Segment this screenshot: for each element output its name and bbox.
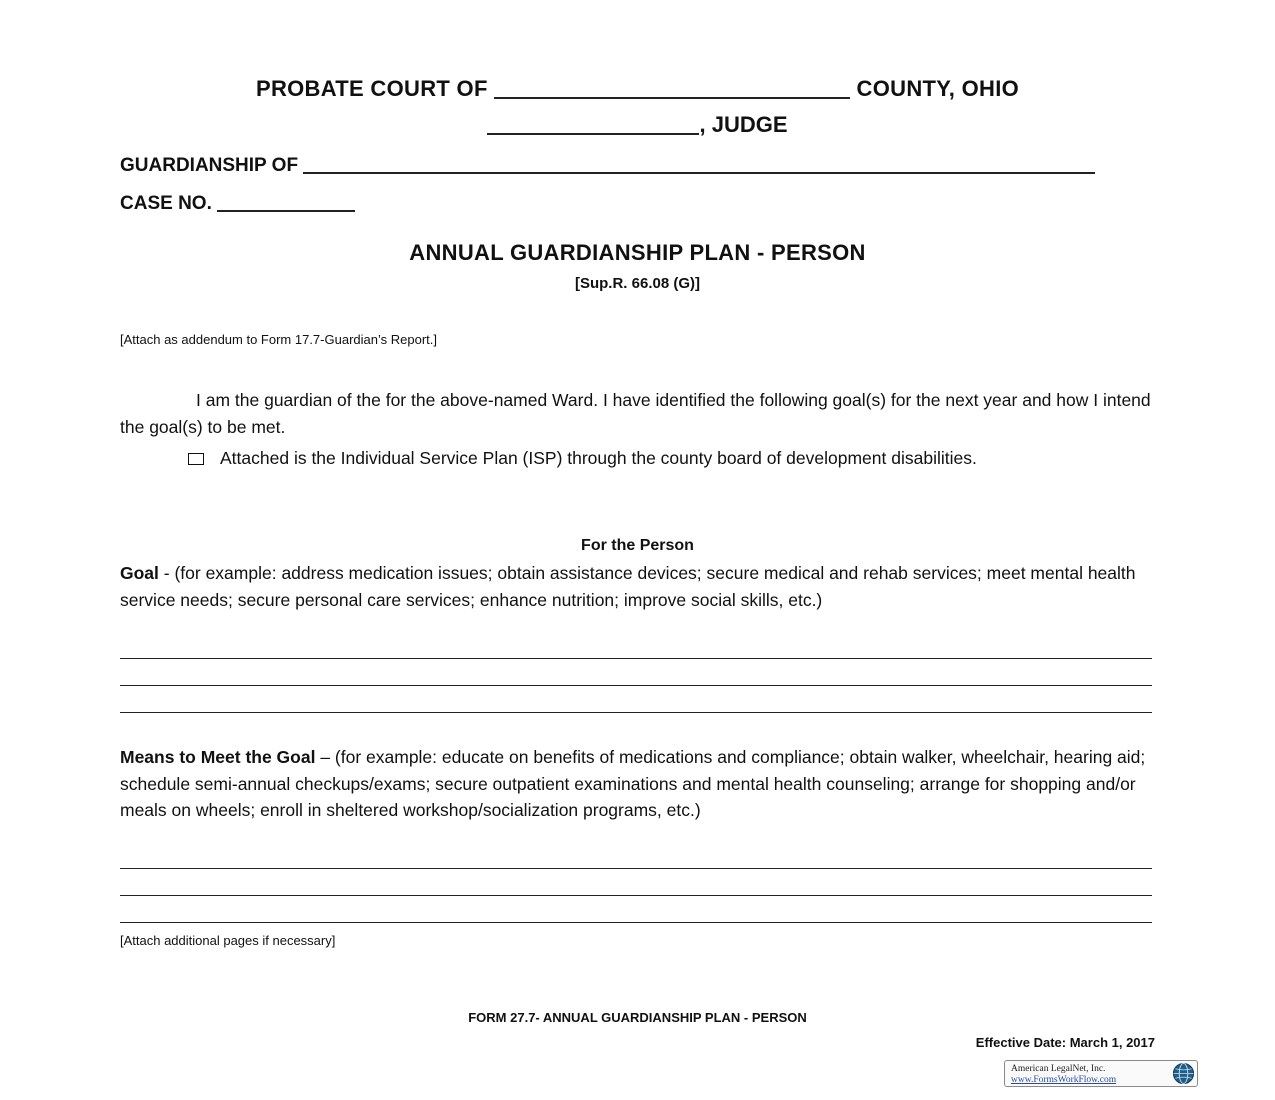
logo-company-name: American LegalNet, Inc. [1011,1064,1106,1074]
attach-addendum-note: [Attach as addendum to Form 17.7-Guardian’s Report.] [120,332,437,347]
form-rule-citation: [Sup.R. 66.08 (G)] [574,275,701,292]
globe-icon [1172,1062,1195,1085]
court-suffix: COUNTY, OHIO [856,76,1020,101]
case-number-row [120,192,355,215]
case-number-field[interactable] [217,192,355,212]
judge-name-field[interactable] [487,115,699,135]
judge-heading [0,112,1275,138]
effective-date: Effective Date: March 1, 2017 [975,1035,1155,1050]
means-line-3[interactable] [120,922,1152,923]
goal-description [120,560,1155,613]
goal-line-2[interactable] [120,685,1152,686]
goal-text: - (for example: address medication issues; obtain assistance devices; secure medical and rehab services; meet mental health service needs; secure personal care services; enhance nutrition; improve social skills, etc.) [120,563,1136,610]
intro-paragraph: I am the guardian of the for the above-named Ward. I have identified the following goal(s) for the next year and how I intend the goal(s) to be met. [120,390,1151,437]
footer-form-name: FORM 27.7- ANNUAL GUARDIANSHIP PLAN - PERSON [468,1010,807,1025]
isp-checkbox[interactable] [188,453,204,465]
case-number-label: CASE NO. [120,193,212,214]
goal-line-3[interactable] [120,712,1152,713]
means-line-1[interactable] [120,868,1152,869]
judge-suffix: , JUDGE [699,112,788,137]
means-label: Means to Meet the Goal [120,747,316,767]
logo-url[interactable]: www.FormsWorkFlow.com [1011,1075,1117,1085]
guardianship-row [120,154,1095,177]
guardianship-label: GUARDIANSHIP OF [120,155,299,176]
isp-checkbox-label: Attached is the Individual Service Plan (ISP) through the county board of development disabilities. [220,448,977,468]
additional-pages-note: [Attach additional pages if necessary] [120,933,336,948]
isp-checkbox-row [120,450,1155,467]
court-heading [0,76,1275,102]
means-line-2[interactable] [120,895,1152,896]
goal-label: Goal [120,563,159,583]
means-description [120,744,1155,824]
court-prefix: PROBATE COURT OF [255,76,488,101]
goal-line-1[interactable] [120,658,1152,659]
means-text: – (for example: educate on benefits of medications and compliance; obtain walker, wheelchair, hearing aid; schedule semi-annual checkups/exams; secure outpatient examinations and mental health counseling; arrange for shopping and/or meals on wheels; enroll in sheltered workshop/socialization programs, etc.) [120,747,1146,820]
ward-name-field[interactable] [303,154,1095,174]
county-name-field[interactable] [494,79,850,99]
section-heading: For the Person [581,537,694,554]
form-title: ANNUAL GUARDIANSHIP PLAN - PERSON [409,240,866,265]
publisher-logo[interactable] [1004,1060,1198,1087]
